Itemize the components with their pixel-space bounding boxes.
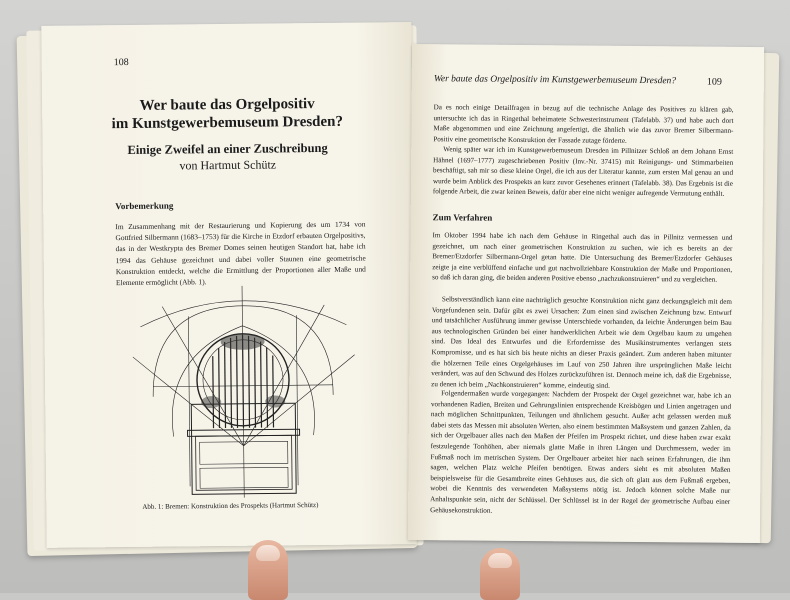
page-number-left: 108 [113,56,129,69]
article-author: von Hartmut Schütz [179,157,277,173]
page-number-right: 109 [706,76,722,88]
section-heading-vorbemerkung: Vorbemerkung [115,200,174,212]
organ-construction-figure [132,285,356,499]
left-fingernail [256,545,280,561]
right-fingernail [488,553,512,568]
paragraph-1: Da es noch einige Detailfragen in bezug auf die technische Anlage des Positives zu klären gab, untersuchte ich das in Ringethal beheimatete Schwesterinstrument (Tafelabb. 37) und habe auch dort Maße abgenommen und eine Zeichnung angefertigt, die ähnlich wie das zuvor Bremer Silbermann-Positiv eine geometrische Konstruktion der Fassade zutage förderte. [433,103,734,145]
section-heading-verfahren: Zum Verfahren [432,212,493,223]
right-page [408,44,764,543]
article-subtitle: Einige Zweifel an einer Zuschreibung [127,140,328,157]
intro-paragraph: Im Zusammenhang mit der Restaurierung und Kopierung des um 1734 von Gottfried Silbermann (1683–1753) für die Kirche in Etzdorf erbauten Orgelpositivs, das in der Westkrypta des Bremer Domes seinen heutigen Standort hat, habe ich 1994 das Gehäuse gezeichnet und dabei voller Staunen eine geometrische Konstruktion entdeckt, welche die Ermittlung der Proportionen aller Maße und Elemente ermöglicht (Abb. 1). [115,219,366,288]
paragraph-5: Folgendermaßen wurde vorgegangen: Nachdem der Prospekt der Orgel gezeichnet war, habe ich an vorhandenen Radien, Breiten und Gehrungslinien entsprechende Kreisbögen und Linien angetragen und nach möglichen Schnittpunkten, Teilungen und ähnlichem gesucht. Außer acht gelassen werden muß dabei stets das Messen mit absoluten Werten, also einem bestimmten Maßsystem und ganzen Zahlen, da sich der Orgelbauer alles nach den Maßen der Pfeifen im Prospekt richtet, und diese haben zwar exakt festzulegende Tonhöhen, aber niemals glatte Maße in ihren Längen und Durchmessern, weder im Fußmaß noch im metrischen System. Der Orgelbauer arbeitet hier nach seinen Erfahrungen, die ihm sagen, welchen Platz welche Pfeifen benötigen. Etwas anders sieht es mit absoluten Maßen beispielsweise für die Gesamtbreite eines Gehäuses aus, die sich oft glatt aus dem Fußmaß ergeben, wobei die Kenntnis des verwendeten Maßsystems nötig ist. Jedoch können solche Maße nur Anhaltspunkte sein, nicht der Schlüssel. Der Schlüssel ist in der Regel der geometrische Aufbau einer Gehäusekonstruktion. [430,389,732,515]
left-page [41,22,416,548]
figure-caption: Abb. 1: Bremen: Konstruktion des Prospekts (Hartmut Schütz) [142,501,319,511]
paragraph-2: Wenig später war ich im Kunstgewerbemuseum Dresden im Pillnitzer Schloß an dem Johann Ernst Hähnel (1697–1777) zugeschriebenen Positiv (Inv.-Nr. 37415) mit Reinigungs- und Stimmarbeiten beschäftigt, sah mir so diese kleine Orgel, die ich aus der Literatur kannte, zum ersten Mal genau an und wurde beim Anblick des Prospekts an kurz zuvor Gesehenes erinnert (Tafelabb. 38). Das Ergebnis ist die folgende Arbeit, die zwar keinen Beweis, dafür aber eine nicht weniger aufregende Vermutung enthält. [432,145,734,199]
paragraph-3: Im Oktober 1994 habe ich nach dem Gehäuse in Ringethal auch das in Pillnitz vermessen und gezeichnet, um nach einer geometrischen Konstruktion zu suchen, wie ich es bereits an der Bremer/Etzdorfer Silbermann-Orgel getan hatte. Die Untersuchung des Bremer/Etzdorfer Gehäuses zeigte ja eine verblüffend einfache und gut nachvollziehbare Konstruktion der Maße und Proportionen, so daß ich daran ging, die beiden anderen Positive ebenso „nachzukonstruieren“ und zu vergleichen. [432,231,733,285]
running-head: Wer baute das Orgelpositiv im Kunstgewerbemuseum Dresden? [433,74,677,87]
paragraph-4: Selbstverständlich kann eine nachträglich gesuchte Konstruktion nicht ganz deckungsgleich mit dem Vorgefundenen sein. Dafür gibt es zwei Ursachen: Zum einen sind zwischen Zeichnung bzw. Entwurf und tatsächlicher Ausführung immer gewisse Unterschiede vorhanden, da leichte Änderungen beim Bau aus technologischen Gründen bei einer handwerklichen Arbeit wie dem Orgelbau kaum zu umgehen sind. Das Ideal des Entwurfes und die Erfordernisse des Musikinstrumentes verlangen stets Kompromisse, und es hat sich bis heute nichts an dieser Praxis geändert. Zum anderen haben mitunter die hölzernen Teile eines Orgelgehäuses im Lauf von 250 Jahren ihre ursprünglichen Maße leicht verändert, was auf den Schwund des Holzes zurückzuführen ist. Dennoch meine ich, daß die Ergebnisse, zu denen ich beim „Nachkonstruieren“ komme, eindeutig sind. [431,295,732,390]
article-title [62,94,392,133]
title-line-2: im Kunstgewerbemuseum Dresden? [111,113,344,133]
title-line-1: Wer baute das Orgelpositiv [139,96,315,114]
